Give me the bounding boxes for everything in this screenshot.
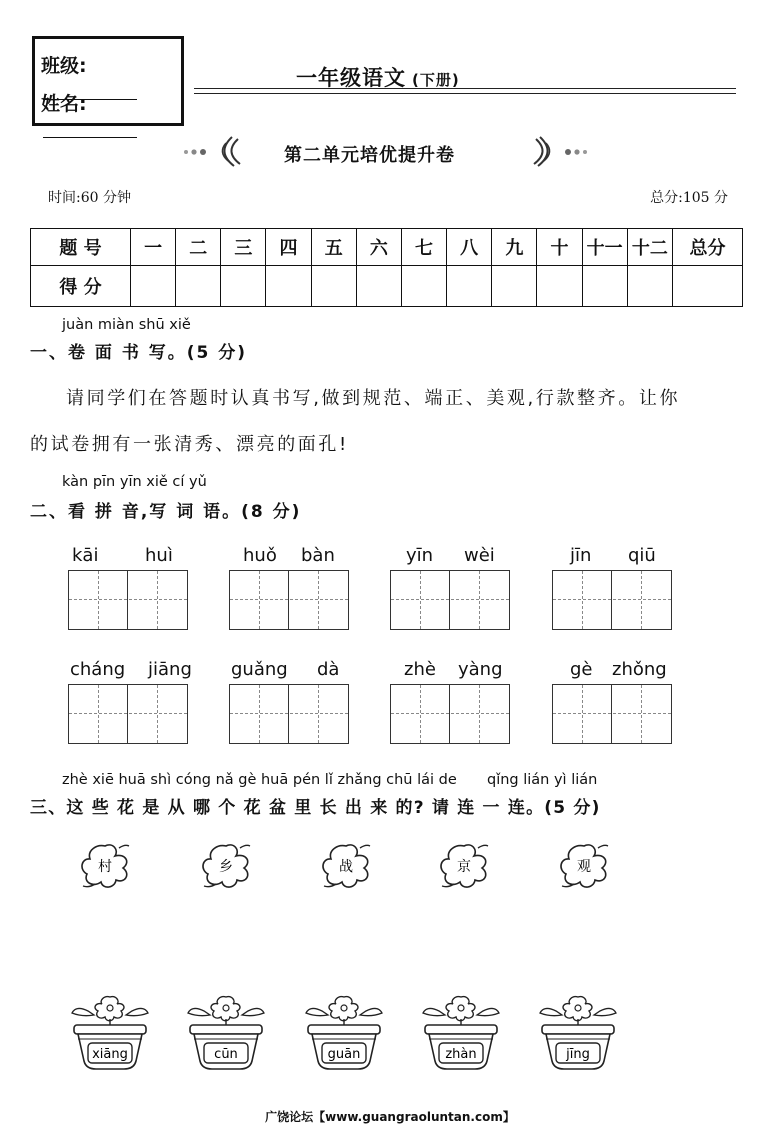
tianzige-grid[interactable] [68, 570, 188, 630]
q1-title: 一、卷 面 书 写。(5 分) [30, 343, 248, 363]
score-table-header: 七 [401, 229, 446, 266]
grid-separator [127, 571, 128, 629]
score-cell[interactable] [176, 266, 221, 307]
score-cell[interactable] [627, 266, 672, 307]
grid-guide [420, 685, 421, 743]
left-ornament-icon [180, 133, 244, 169]
q3-title: 三、这 些 花 是 从 哪 个 花 盆 里 长 出 来 的? 请 连 一 连。(5 分) [30, 798, 601, 818]
flower-character: 乡 [219, 859, 233, 875]
grid-guide [553, 713, 671, 714]
tianzige-grid[interactable] [68, 684, 188, 744]
flower-character: 村 [98, 859, 112, 875]
grid-guide [318, 685, 319, 743]
q1-pinyin: juàn miàn shū xiě [62, 317, 191, 333]
tianzige-grid[interactable] [552, 684, 672, 744]
pot-pinyin: guān [327, 1047, 361, 1062]
score-table-header: 六 [356, 229, 401, 266]
title-main: 一年级语文 [296, 66, 406, 90]
score-cell[interactable] [221, 266, 266, 307]
name-box [32, 36, 184, 126]
score-table-header: 十 [537, 229, 582, 266]
word-pinyin-a: gè [570, 659, 593, 680]
score-table-header-row [31, 229, 743, 266]
word-pinyin-b: zhǒng [612, 659, 667, 680]
score-cell[interactable] [673, 266, 743, 307]
grid-guide [157, 571, 158, 629]
word-pinyin-a: yīn [406, 545, 434, 566]
score-cell[interactable] [311, 266, 356, 307]
grid-guide [98, 685, 99, 743]
flower-pot-icon[interactable] [186, 995, 266, 1075]
flower-character: 京 [457, 859, 471, 875]
word-pinyin-a: huǒ [243, 545, 277, 566]
time-limit: 时间:60 分钟 [48, 190, 131, 206]
name-field[interactable] [41, 89, 181, 138]
q3-pinyin-2: qǐng lián yì lián [487, 772, 598, 788]
flower-pot-icon[interactable] [538, 995, 618, 1075]
grid-separator [449, 571, 450, 629]
grid-guide [69, 713, 187, 714]
flower-pot-icon[interactable] [304, 995, 384, 1075]
grid-guide [582, 571, 583, 629]
grid-guide [157, 685, 158, 743]
score-cell[interactable] [537, 266, 582, 307]
grid-guide [420, 571, 421, 629]
grid-guide [230, 599, 348, 600]
name-label: 姓名: [41, 93, 87, 115]
score-table-header: 十一 [582, 229, 627, 266]
flower-character: 战 [339, 859, 353, 875]
grid-guide [391, 713, 509, 714]
grid-guide [479, 571, 480, 629]
grid-separator [288, 571, 289, 629]
score-table-header: 十二 [627, 229, 672, 266]
flower-icon[interactable] [316, 840, 376, 890]
score-table [30, 228, 743, 307]
pot-pinyin: jīng [566, 1047, 590, 1062]
title-sub: (下册) [412, 71, 460, 89]
title-rule-bottom [194, 93, 736, 94]
word-pinyin-b: yàng [458, 659, 503, 680]
word-pinyin-b: wèi [464, 545, 495, 566]
score-cell[interactable] [401, 266, 446, 307]
tianzige-grid[interactable] [390, 570, 510, 630]
grid-guide [69, 599, 187, 600]
grid-guide [641, 685, 642, 743]
grid-separator [127, 685, 128, 743]
grid-guide [641, 571, 642, 629]
flower-icon[interactable] [434, 840, 494, 890]
score-cell[interactable] [131, 266, 176, 307]
flower-character: 观 [577, 859, 591, 875]
word-pinyin-a: cháng [70, 659, 126, 680]
pot-pinyin: zhàn [445, 1047, 477, 1062]
word-pinyin-b: qiū [628, 545, 656, 566]
score-cell[interactable] [492, 266, 537, 307]
tianzige-grid[interactable] [390, 684, 510, 744]
score-table-header: 一 [131, 229, 176, 266]
grid-separator [449, 685, 450, 743]
word-pinyin-b: huì [145, 545, 173, 566]
flower-icon[interactable] [196, 840, 256, 890]
score-table-header: 总分 [673, 229, 743, 266]
name-input-line[interactable] [43, 119, 137, 138]
class-label: 班级: [41, 55, 87, 77]
word-pinyin-a: zhè [404, 659, 436, 680]
unit-title: 第二单元培优提升卷 [284, 145, 455, 166]
word-pinyin-b: jiāng [148, 659, 192, 680]
total-score: 总分:105 分 [650, 190, 728, 206]
score-table-header: 二 [176, 229, 221, 266]
flower-icon[interactable] [554, 840, 614, 890]
score-cell[interactable] [447, 266, 492, 307]
q1-text-line2: 的试卷拥有一张清秀、漂亮的面孔! [30, 434, 349, 455]
grid-guide [230, 713, 348, 714]
score-cell[interactable] [582, 266, 627, 307]
score-table-header: 五 [311, 229, 356, 266]
flower-pot-icon[interactable] [70, 995, 150, 1075]
q2-title: 二、看 拼 音,写 词 语。(8 分) [30, 502, 302, 522]
grid-guide [318, 571, 319, 629]
grid-separator [611, 571, 612, 629]
word-pinyin-a: kāi [72, 545, 99, 566]
score-row-label: 得 分 [31, 266, 131, 307]
grid-guide [582, 685, 583, 743]
grid-guide [391, 599, 509, 600]
footer-watermark: 广饶论坛【www.guangraoluntan.com】 [265, 1110, 515, 1124]
flower-icon[interactable] [75, 840, 135, 890]
score-table-header: 八 [447, 229, 492, 266]
score-table-header: 三 [221, 229, 266, 266]
score-table-score-row [31, 266, 743, 307]
word-pinyin-b: dà [317, 659, 340, 680]
grid-guide [98, 571, 99, 629]
q1-text-line1: 请同学们在答题时认真书写,做到规范、端正、美观,行款整齐。让你 [66, 388, 681, 409]
title-rule-top [194, 88, 736, 89]
word-pinyin-b: bàn [301, 545, 335, 566]
grid-guide [553, 599, 671, 600]
pot-pinyin: xiāng [92, 1047, 128, 1062]
q2-pinyin: kàn pīn yīn xiě cí yǔ [62, 474, 207, 490]
grid-guide [479, 685, 480, 743]
score-table-header: 九 [492, 229, 537, 266]
score-table-header: 题 号 [31, 229, 131, 266]
q3-pinyin: zhè xiē huā shì cóng nǎ gè huā pén lǐ zhǎng chū lái de [62, 772, 457, 788]
tianzige-grid[interactable] [229, 570, 349, 630]
word-pinyin-a: jīn [570, 545, 592, 566]
pot-pinyin: cūn [214, 1047, 238, 1062]
grid-separator [611, 685, 612, 743]
tianzige-grid[interactable] [229, 684, 349, 744]
grid-separator [288, 685, 289, 743]
score-table-header: 四 [266, 229, 311, 266]
flower-pot-icon[interactable] [421, 995, 501, 1075]
word-pinyin-a: guǎng [231, 659, 288, 680]
score-cell[interactable] [356, 266, 401, 307]
score-cell[interactable] [266, 266, 311, 307]
grid-guide [259, 571, 260, 629]
grid-guide [259, 685, 260, 743]
tianzige-grid[interactable] [552, 570, 672, 630]
right-ornament-icon [532, 133, 596, 169]
